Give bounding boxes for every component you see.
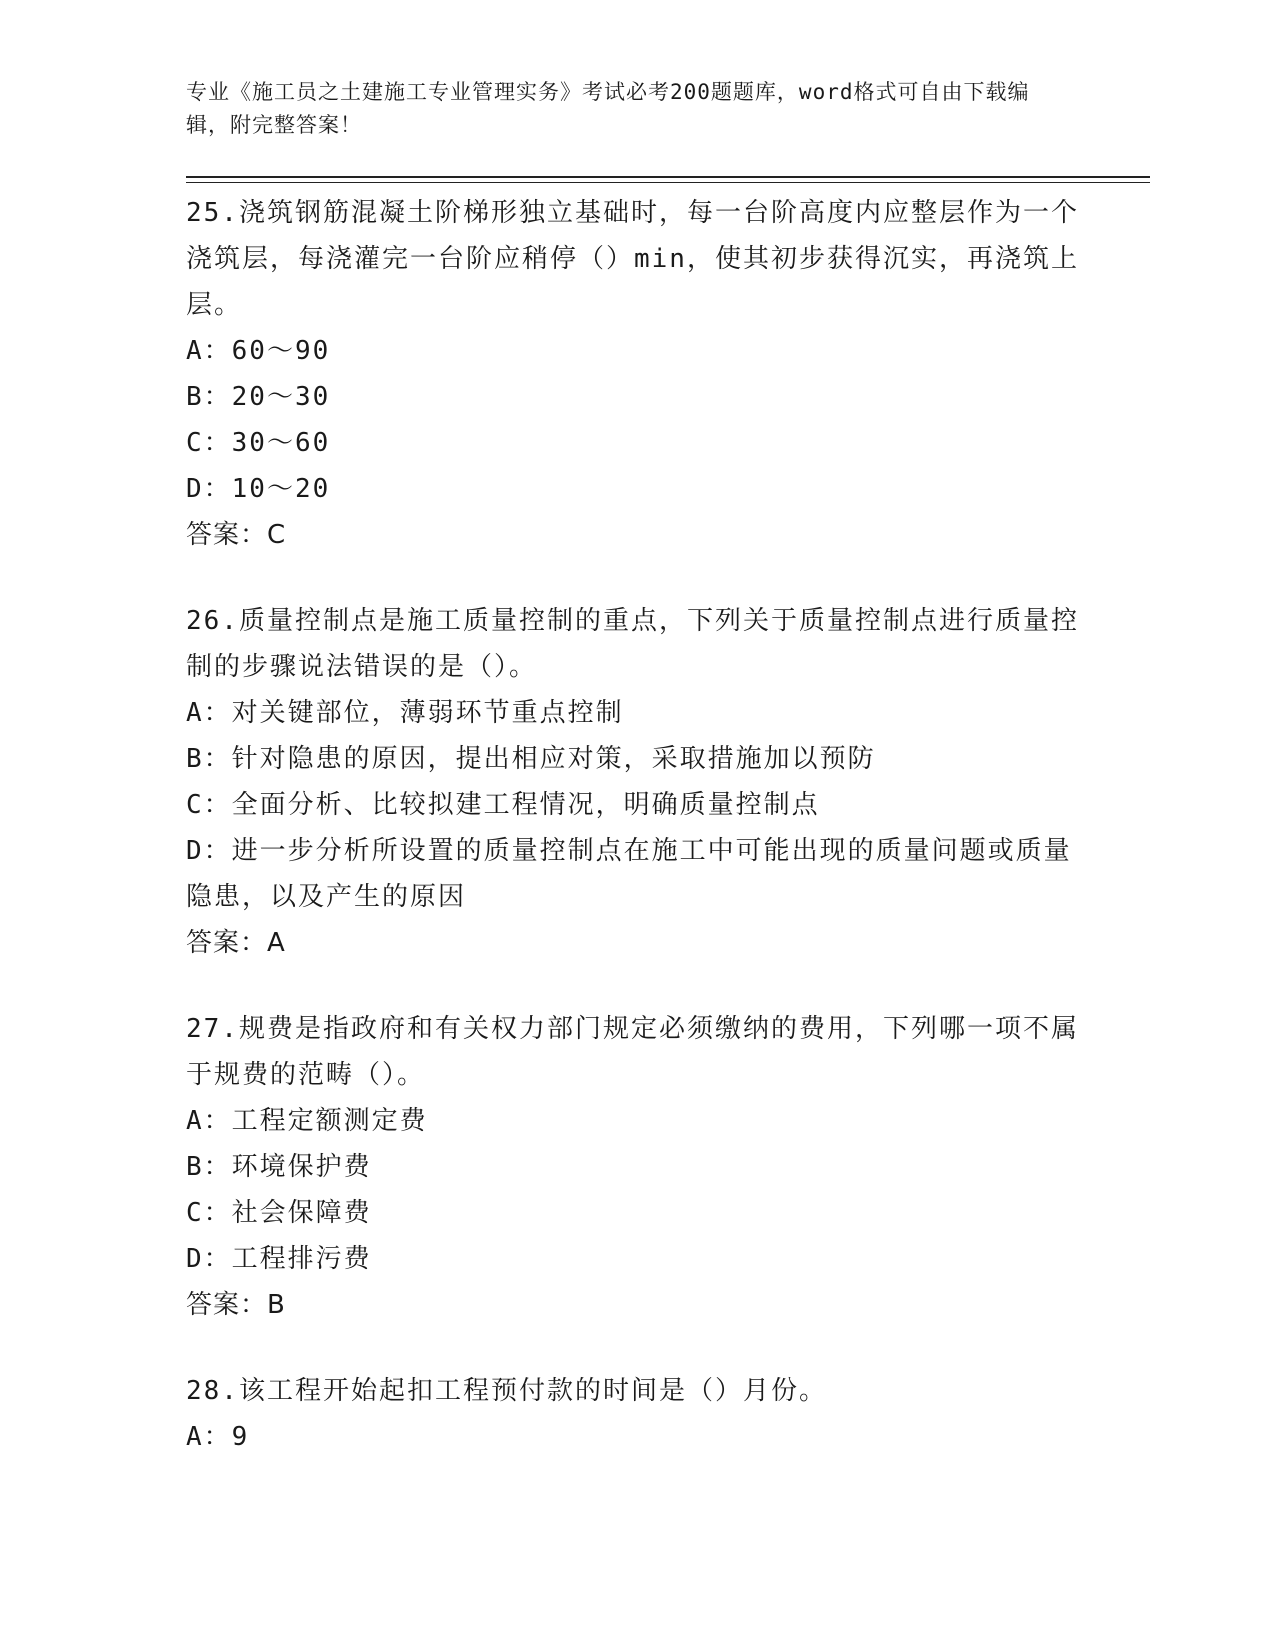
option-b: B：针对隐患的原因，提出相应对策，采取措施加以预防 [186, 744, 876, 774]
header-divider-thin [186, 182, 1150, 183]
question-stem: 27.规费是指政府和有关权力部门规定必须缴纳的费用，下列哪一项不属于规费的范畴（）。 [186, 1014, 1079, 1090]
answer-line: 答案：C [186, 520, 287, 550]
option-d: D：10～20 [186, 474, 331, 504]
question-stem: 25.浇筑钢筋混凝土阶梯形独立基础时，每一台阶高度内应整层作为一个浇筑层，每浇灌完一台阶应稍停（）min，使其初步获得沉实，再浇筑上层。 [186, 198, 1079, 320]
question-28 [186, 1368, 1086, 1460]
question-stem: 26.质量控制点是施工质量控制的重点，下列关于质量控制点进行质量控制的步骤说法错误的是（）。 [186, 606, 1079, 682]
question-list [186, 190, 1086, 1500]
option-a: A：对关键部位，薄弱环节重点控制 [186, 698, 624, 728]
question-stem: 28.该工程开始起扣工程预付款的时间是（）月份。 [186, 1376, 827, 1406]
answer-line: 答案：A [186, 928, 286, 958]
header-divider-thick [186, 176, 1150, 178]
option-c: C：社会保障费 [186, 1198, 372, 1228]
option-a: A：60～90 [186, 336, 331, 366]
option-b: B：20～30 [186, 382, 331, 412]
option-a: A：9 [186, 1422, 250, 1452]
question-25 [186, 190, 1086, 558]
option-d: D：工程排污费 [186, 1244, 372, 1274]
answer-line: 答案：B [186, 1290, 286, 1320]
question-26 [186, 598, 1086, 966]
option-a: A：工程定额测定费 [186, 1106, 428, 1136]
option-d: D：进一步分析所设置的质量控制点在施工中可能出现的质量问题或质量隐患，以及产生的原因 [186, 836, 1072, 912]
option-c: C：30～60 [186, 428, 331, 458]
question-27 [186, 1006, 1086, 1328]
option-b: B：环境保护费 [186, 1152, 372, 1182]
option-c: C：全面分析、比较拟建工程情况，明确质量控制点 [186, 790, 820, 820]
document-header: 专业《施工员之土建施工专业管理实务》考试必考200题题库，word格式可自由下载编辑，附完整答案！ [186, 80, 1030, 137]
